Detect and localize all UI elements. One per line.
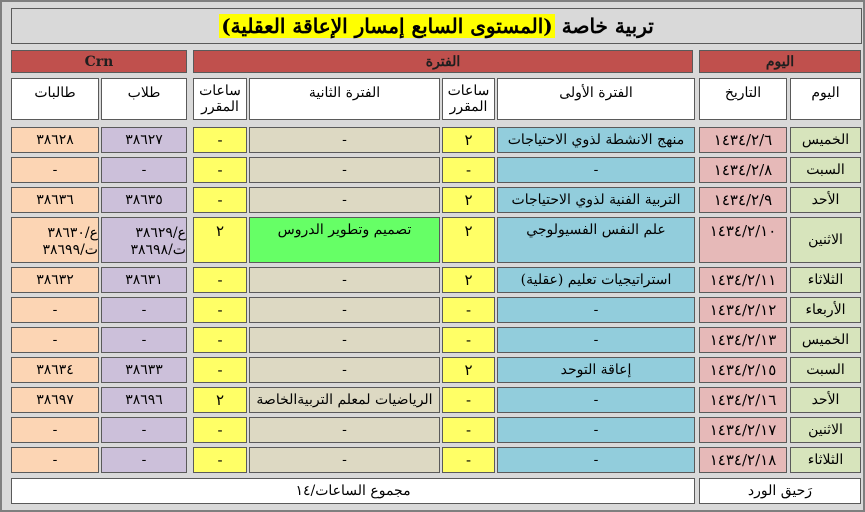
cell-hours-2: -	[193, 267, 247, 293]
cell-second-period: -	[249, 297, 440, 323]
title-prefix: تربية خاصة	[561, 14, 654, 38]
cell-first-period: التربية الفنية لذوي الاحتياجات	[497, 187, 695, 213]
male-students-line-2: ت/٣٨٦٩٨	[130, 241, 186, 258]
group-header-day: اليوم	[699, 50, 861, 73]
cell-male-students: -	[101, 297, 187, 323]
cell-date: ١٤٣٤/٢/١٢	[699, 297, 787, 323]
cell-second-period: تصميم وتطوير الدروس	[249, 217, 440, 263]
cell-male-students: ٣٨٦٣١	[101, 267, 187, 293]
cell-hours-2: -	[193, 447, 247, 473]
column-header-hours-2: ساعات المقرر	[193, 78, 247, 120]
cell-date: ١٤٣٤/٢/١١	[699, 267, 787, 293]
male-students-line-1: ع/٣٨٦٢٩	[135, 224, 186, 241]
cell-date: ١٤٣٤/٢/١٧	[699, 417, 787, 443]
cell-female-students: -	[11, 157, 99, 183]
cell-hours-2: -	[193, 187, 247, 213]
cell-hours-1: -	[442, 447, 495, 473]
cell-female-students	[11, 217, 99, 263]
cell-first-period: منهج الانشطة لذوي الاحتياجات	[497, 127, 695, 153]
cell-second-period: -	[249, 417, 440, 443]
cell-day: الاثنين	[790, 417, 861, 443]
cell-hours-2: -	[193, 417, 247, 443]
cell-female-students: ٣٨٦٣٢	[11, 267, 99, 293]
cell-date: ١٤٣٤/٢/١٨	[699, 447, 787, 473]
title-bar	[11, 8, 862, 44]
cell-female-students: ٣٨٦٩٧	[11, 387, 99, 413]
cell-day: الخميس	[790, 127, 861, 153]
footer-total-hours: مجموع الساعات/١٤	[11, 478, 695, 504]
column-header-hours-1: ساعات المقرر	[442, 78, 495, 120]
cell-hours-1: -	[442, 157, 495, 183]
cell-first-period: -	[497, 327, 695, 353]
cell-hours-1: -	[442, 387, 495, 413]
cell-hours-2: ٢	[193, 217, 247, 263]
cell-second-period: -	[249, 447, 440, 473]
column-header-date: التاريخ	[699, 78, 787, 120]
cell-second-period: -	[249, 157, 440, 183]
cell-second-period: -	[249, 187, 440, 213]
cell-male-students	[101, 217, 187, 263]
cell-hours-2: -	[193, 157, 247, 183]
cell-female-students: -	[11, 447, 99, 473]
cell-male-students: -	[101, 417, 187, 443]
cell-day: الأحد	[790, 387, 861, 413]
cell-first-period: علم النفس الفسيولوجي	[497, 217, 695, 263]
cell-male-students: ٣٨٦٣٥	[101, 187, 187, 213]
cell-hours-2: -	[193, 127, 247, 153]
title-highlight: (المستوى السابع إمسار الإعاقة العقلية)	[221, 14, 553, 38]
column-header-second-period: الفترة الثانية	[249, 78, 440, 120]
cell-hours-2: -	[193, 357, 247, 383]
cell-first-period: -	[497, 157, 695, 183]
cell-date: ١٤٣٤/٢/٨	[699, 157, 787, 183]
cell-day: الأربعاء	[790, 297, 861, 323]
cell-day: الثلاثاء	[790, 447, 861, 473]
cell-first-period: -	[497, 387, 695, 413]
cell-female-students: ٣٨٦٣٤	[11, 357, 99, 383]
cell-female-students: -	[11, 417, 99, 443]
cell-first-period: -	[497, 417, 695, 443]
cell-day: السبت	[790, 157, 861, 183]
page-title	[219, 14, 654, 38]
column-header-female-students: طالبات	[11, 78, 99, 120]
cell-hours-1: ٢	[442, 187, 495, 213]
cell-first-period: إعاقة التوحد	[497, 357, 695, 383]
group-header-period: الفترة	[193, 50, 693, 73]
cell-hours-2: -	[193, 327, 247, 353]
cell-hours-2: ٢	[193, 387, 247, 413]
cell-date: ١٤٣٤/٢/٦	[699, 127, 787, 153]
female-students-line-2: ت/٣٨٦٩٩	[42, 241, 98, 258]
footer-author: رَحيق الورد	[699, 478, 861, 504]
cell-day: الثلاثاء	[790, 267, 861, 293]
cell-female-students: -	[11, 297, 99, 323]
cell-second-period: -	[249, 327, 440, 353]
cell-second-period: الرياضيات لمعلم التربيةالخاصة	[249, 387, 440, 413]
cell-male-students: ٣٨٦٢٧	[101, 127, 187, 153]
cell-date: ١٤٣٤/٢/١٠	[699, 217, 787, 263]
cell-male-students: -	[101, 447, 187, 473]
cell-hours-1: -	[442, 417, 495, 443]
cell-day: السبت	[790, 357, 861, 383]
cell-hours-1: ٢	[442, 267, 495, 293]
cell-second-period: -	[249, 127, 440, 153]
cell-first-period: استراتيجيات تعليم (عقلية)	[497, 267, 695, 293]
cell-first-period: -	[497, 447, 695, 473]
column-header-male-students: طلاب	[101, 78, 187, 120]
cell-date: ١٤٣٤/٢/١٣	[699, 327, 787, 353]
cell-female-students: ٣٨٦٣٦	[11, 187, 99, 213]
column-header-first-period: الفترة الأولى	[497, 78, 695, 120]
cell-hours-1: -	[442, 297, 495, 323]
cell-male-students: -	[101, 157, 187, 183]
cell-female-students: -	[11, 327, 99, 353]
cell-day: الاثنين	[790, 217, 861, 263]
column-header-day: اليوم	[790, 78, 861, 120]
cell-hours-2: -	[193, 297, 247, 323]
cell-first-period: -	[497, 297, 695, 323]
cell-female-students: ٣٨٦٢٨	[11, 127, 99, 153]
cell-male-students: ٣٨٦٣٣	[101, 357, 187, 383]
cell-hours-1: ٢	[442, 217, 495, 263]
group-header-crn: Crn	[11, 50, 187, 73]
cell-date: ١٤٣٤/٢/٩	[699, 187, 787, 213]
cell-date: ١٤٣٤/٢/١٦	[699, 387, 787, 413]
female-students-line-1: ع/٣٨٦٣٠	[47, 224, 98, 241]
cell-day: الخميس	[790, 327, 861, 353]
cell-date: ١٤٣٤/٢/١٥	[699, 357, 787, 383]
cell-hours-1: ٢	[442, 357, 495, 383]
cell-male-students: ٣٨٦٩٦	[101, 387, 187, 413]
cell-second-period: -	[249, 267, 440, 293]
cell-male-students: -	[101, 327, 187, 353]
cell-hours-1: -	[442, 327, 495, 353]
cell-hours-1: ٢	[442, 127, 495, 153]
cell-second-period: -	[249, 357, 440, 383]
cell-day: الأحد	[790, 187, 861, 213]
